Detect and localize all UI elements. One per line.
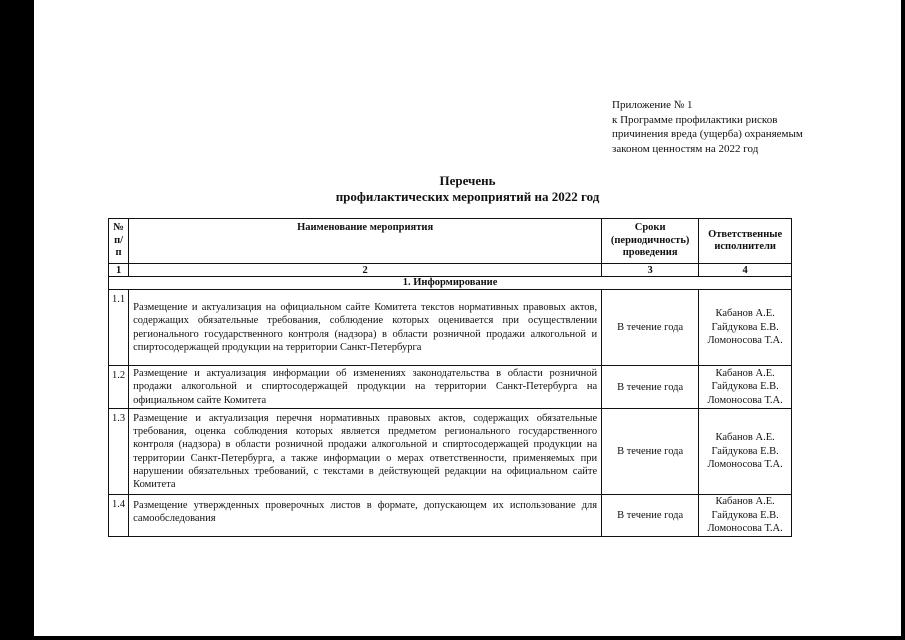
measure-responsible — [699, 409, 792, 495]
column-number-row — [109, 264, 792, 277]
scan-right-border — [901, 0, 905, 640]
responsible-person: Ломоносова Т.А. — [707, 459, 783, 471]
section-row — [109, 277, 792, 290]
annex-line: законом ценностям на 2022 год — [612, 142, 759, 155]
responsible-person: Кабанов А.Е. — [715, 496, 775, 508]
table-row — [109, 495, 792, 537]
scan-left-border — [0, 0, 34, 640]
responsible-person: Кабанов А.Е. — [715, 432, 775, 444]
responsible-person: Кабанов А.Е. — [715, 308, 775, 320]
annex-line: Приложение № 1 — [612, 99, 693, 111]
responsible-person: Ломоносова Т.А. — [707, 394, 783, 406]
measure-responsible — [699, 366, 792, 409]
header-resp: Ответственные исполнители — [699, 219, 792, 264]
responsible-person: Гайдукова Е.В. — [711, 509, 779, 521]
table-row — [109, 366, 792, 409]
measure-responsible — [699, 495, 792, 537]
measure-name: Размещение и актуализация на официальном сайте Комитета текстов нормативных правовых актов, содержащих обязательные требования, соблюдение которых оценивается при осуществлении регионального государственного контроля (надзора) в области розничной продажи алкогольной и спиртосодержащей продукции на территории Санкт-Петербурга — [129, 290, 602, 366]
measure-responsible — [699, 290, 792, 366]
row-number: 1.4 — [109, 495, 129, 537]
column-number: 4 — [699, 264, 792, 277]
scan-bottom-border — [34, 636, 905, 640]
section-title: 1. Информирование — [109, 277, 792, 290]
title-line: Перечень — [439, 173, 496, 188]
column-number: 3 — [602, 264, 699, 277]
document-title — [325, 173, 610, 205]
row-number: 1.2 — [109, 366, 129, 409]
column-number: 2 — [129, 264, 602, 277]
responsible-person: Ломоносова Т.А. — [707, 335, 783, 347]
column-number: 1 — [109, 264, 129, 277]
annex-line: причинения вреда (ущерба) охраняемым — [612, 128, 803, 140]
header-name: Наименование мероприятия — [129, 219, 602, 264]
table-header-row — [109, 219, 792, 264]
table-row — [109, 290, 792, 366]
measure-term: В течение года — [602, 495, 699, 537]
measure-term: В течение года — [602, 409, 699, 495]
measure-name: Размещение и актуализация информации об изменениях законодательства в области розничной продажи алкогольной и спиртосодержащей продукции на территории Санкт-Петербурга на официальном сайте Комитета — [129, 366, 602, 409]
row-number: 1.3 — [109, 409, 129, 495]
measures-table — [108, 218, 792, 537]
row-number: 1.1 — [109, 290, 129, 366]
responsible-person: Ломоносова Т.А. — [707, 523, 783, 535]
annex-note — [612, 98, 872, 156]
responsible-person: Гайдукова Е.В. — [711, 381, 779, 393]
header-term: Сроки (периодичность) проведения — [602, 219, 699, 264]
title-line: профилактических мероприятий на 2022 год — [335, 189, 600, 204]
measure-term: В течение года — [602, 366, 699, 409]
annex-line: к Программе профилактики рисков — [612, 113, 778, 126]
responsible-person: Гайдукова Е.В. — [711, 321, 779, 333]
table-row — [109, 409, 792, 495]
measure-term: В течение года — [602, 290, 699, 366]
header-num: № п/п — [109, 219, 129, 264]
responsible-person: Кабанов А.Е. — [715, 367, 775, 379]
responsible-person: Гайдукова Е.В. — [711, 445, 779, 457]
measure-name: Размещение и актуализация перечня нормативных правовых актов, содержащих обязательные требования, оценка соблюдения которых является предметом регионального государственного контроля (надзора) в области розничной продажи алкогольной и спиртосодержащей продукции на территории Санкт-Петербурга, а также информации о мерах ответственности, применяемых при нарушении обязательных требований, с текстами в действующей редакции на официальном сайте Комитета — [129, 409, 602, 495]
measure-name: Размещение утвержденных проверочных листов в формате, допускающем их использование для самообследования — [129, 495, 602, 537]
